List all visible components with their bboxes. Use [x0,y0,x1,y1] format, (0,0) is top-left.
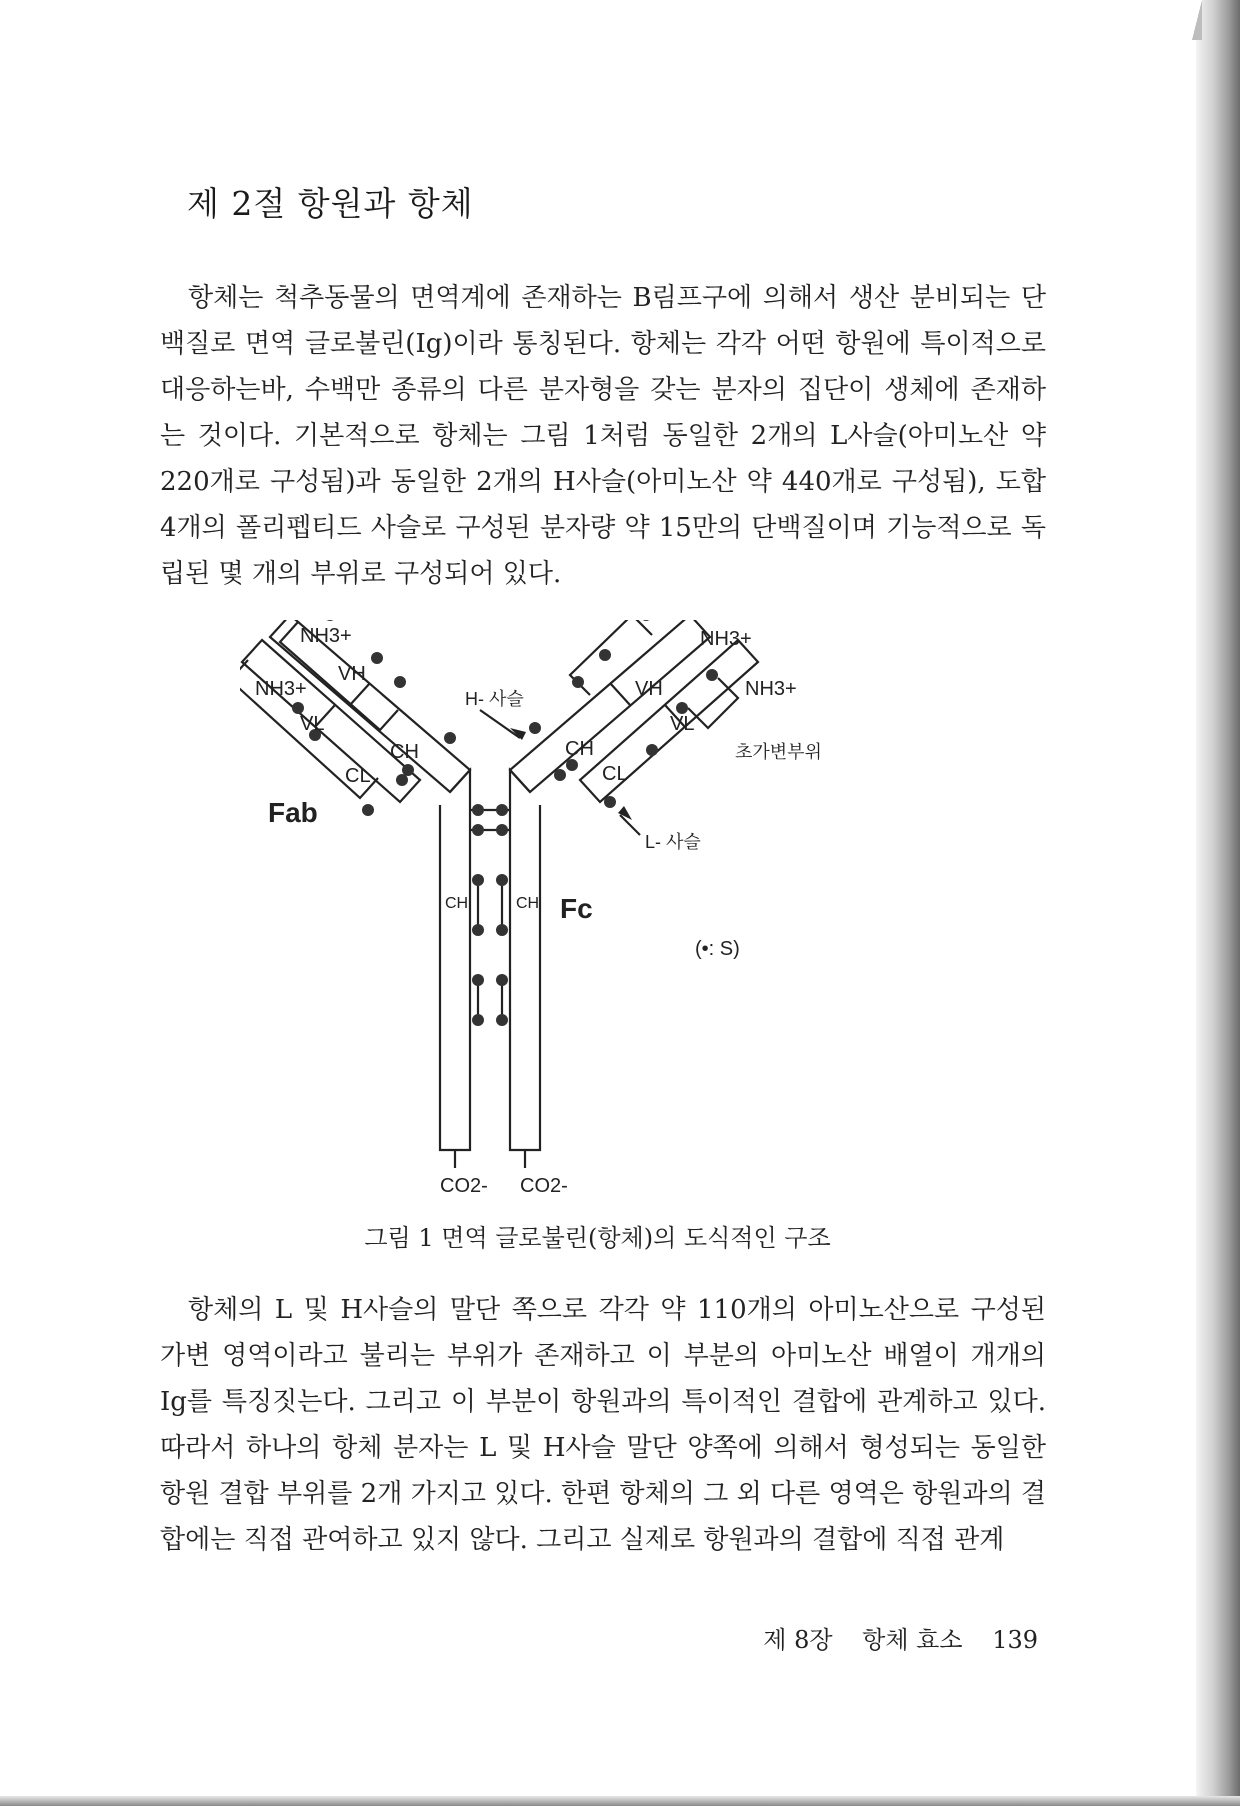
vl-left: VL [300,713,325,735]
ch-stem-left: CH [445,895,469,912]
footer-chapter: 제 8장 [763,1626,833,1654]
fc-label: Fc [560,893,593,924]
footer-title: 항체 효소 [862,1626,963,1654]
l-chain-label: L- 사슬 [645,832,701,852]
nh3-right-bottom: NH3+ [745,678,797,700]
cl-left: CL [345,765,371,787]
page-number: 139 [992,1626,1038,1654]
page-edge-shadow [1196,0,1240,1806]
left-stem [440,770,470,1150]
vh-right: VH [635,678,663,700]
paragraph-intro: 항체는 척추동물의 면역계에 존재하는 B림프구에 의해서 생산 분비되는 단백질로 면역 글로불린(Ig)이라 통칭된다. 항체는 각각 어떤 항원에 특이적으로 대응하는바, 수백만 종류의 다른 분자형을 갖는 분자의 집단이 생체에 존재하는 것이다. 기본적으로 항체는 그림 1처럼 동일한 2개의 L사슬(아미노산 약 220개로 구성됨)과 동일한 2개의 H사슬(아미노산 약 440개로 구성됨), 도합 4개의 폴리펩티드 사슬로 구성된 분자량 약 15만의 단백질이며 기능적으로 독립된 몇 개의 부위로 구성되어 있다. [160,283,1046,589]
hypervariable-region-label: 초가변부위 [735,742,822,762]
page-corner-fold [1192,0,1202,40]
page-bottom-edge [0,1796,1240,1806]
vl-right: VL [670,713,695,735]
vh-left: VH [338,663,366,685]
fab-label: Fab [268,797,318,828]
section-heading: 제 2절 항원과 항체 [187,184,474,223]
ch-right: CH [565,738,594,760]
co2-left: CO2- [440,1175,488,1195]
legend-label: (•: S) [695,938,740,960]
paragraph-variable-region: 항체의 L 및 H사슬의 말단 쪽으로 각각 약 110개의 아미노산으로 구성된 가변 영역이라고 불리는 부위가 존재하고 이 부분의 아미노산 배열이 개개의 Ig를 특징짓는다. 그리고 이 부분이 항원과의 특이적인 결합에 관계하고 있다. 따라서 하나의 항체 분자는 L 및 H사슬 말단 양쪽에 의해서 형성되는 동일한 항원 결합 부위를 2개 가지고 있다. 한편 항체의 그 외 다른 영역은 항원과의 결합에는 직접 관여하고 있지 않다. 그리고 실제로 항원과의 결합에 직접 관계 [160,1295,1046,1555]
ch-left: CH [390,741,419,763]
right-stem [510,770,540,1150]
page-footer [763,1620,1038,1655]
nh3-left-bottom: NH3+ [255,678,307,700]
left-light-chain [242,640,420,802]
cl-right: CL [602,763,628,785]
nh3-left-top: NH3+ [300,625,352,647]
nh3-right-top: NH3+ [700,628,752,650]
co2-right: CO2- [520,1175,568,1195]
ch-stem-right: CH [516,895,540,912]
figure-caption: 그림 1 면역 글로불린(항체)의 도식적인 구조 [364,1224,831,1252]
h-chain-label: H- 사슬 [465,689,524,709]
antibody-diagram [240,620,960,1195]
